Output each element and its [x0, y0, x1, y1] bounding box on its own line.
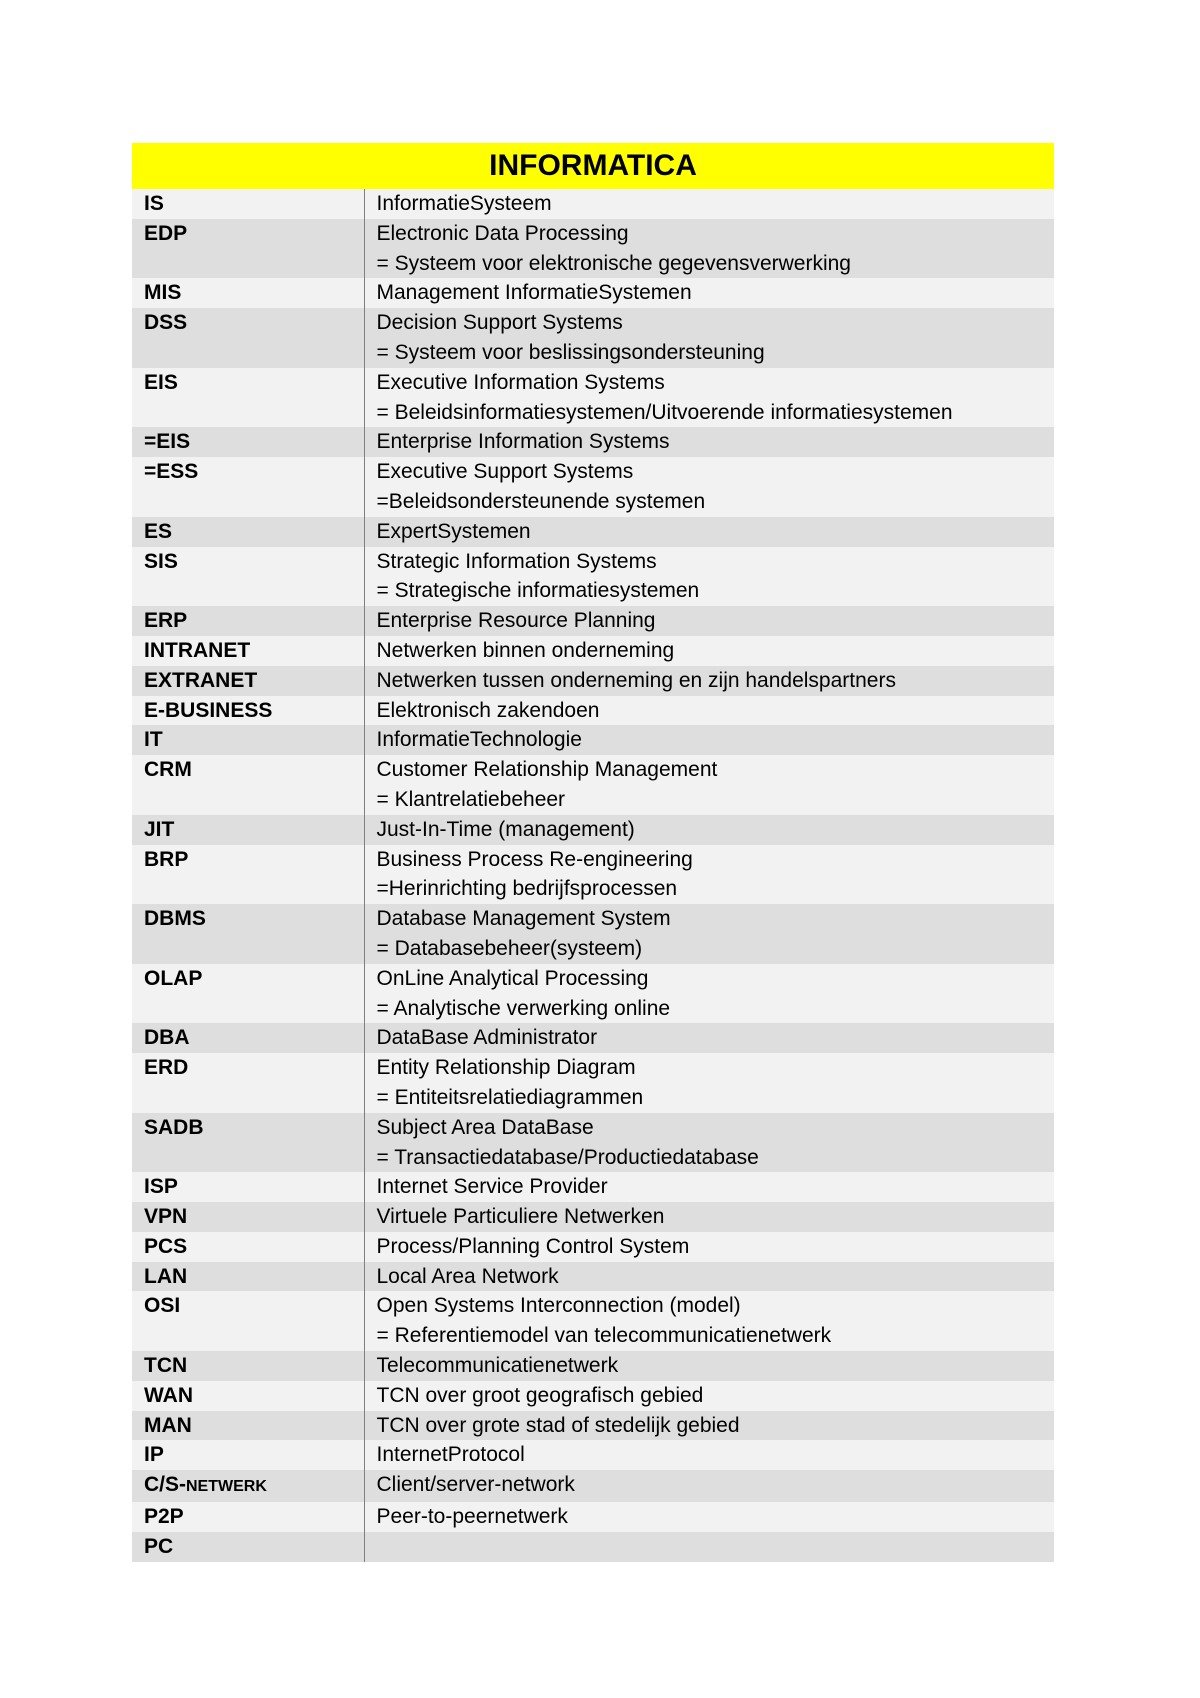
- definition: Decision Support Systems: [376, 311, 623, 335]
- abbreviation-cell: [132, 457, 364, 517]
- abbreviation-cell: [132, 1172, 364, 1202]
- definition-translation: =Beleidsondersteunende systemen: [376, 489, 706, 513]
- definition-cell: [364, 1172, 1054, 1202]
- abbreviation-cell: [132, 219, 364, 279]
- table-row: [132, 1532, 1054, 1562]
- abbreviation: DBA: [144, 1026, 190, 1050]
- table-row: [132, 1381, 1054, 1411]
- table-row: [132, 1351, 1054, 1381]
- table-row: [132, 666, 1054, 696]
- definition-cell: [364, 189, 1054, 219]
- abbreviation: ERD: [144, 1056, 189, 1080]
- table-row: [132, 308, 1054, 368]
- definition-translation: = Referentiemodel van telecommunicatienetwerk: [376, 1324, 832, 1348]
- definition: Elektronisch zakendoen: [376, 698, 600, 722]
- definition: Electronic Data Processing: [376, 221, 629, 245]
- abbreviation: DBMS: [144, 907, 206, 931]
- definition: Virtuele Particuliere Netwerken: [376, 1205, 665, 1229]
- definition-cell: [364, 1262, 1054, 1292]
- abbreviation-cell: [132, 1502, 364, 1532]
- definition-cell: [364, 547, 1054, 607]
- abbreviation-cell: [132, 1053, 364, 1113]
- definition: Telecommunicatienetwerk: [376, 1354, 619, 1378]
- definition-cell: [364, 815, 1054, 845]
- definition: TCN over grote stad of stedelijk gebied: [376, 1413, 740, 1437]
- definition: Subject Area DataBase: [376, 1115, 594, 1139]
- definition-cell: [364, 1351, 1054, 1381]
- definition: Management InformatieSystemen: [376, 281, 692, 305]
- table-row: [132, 636, 1054, 666]
- abbreviation: OSI: [144, 1294, 181, 1318]
- definition-cell: [364, 636, 1054, 666]
- definition: ExpertSystemen: [376, 519, 531, 543]
- table-row: [132, 725, 1054, 755]
- definition-cell: [364, 219, 1054, 279]
- definition-cell: [364, 427, 1054, 457]
- table-row: [132, 427, 1054, 457]
- abbreviation: SADB: [144, 1115, 204, 1139]
- definition: Local Area Network: [376, 1264, 559, 1288]
- definition-cell: [364, 1411, 1054, 1441]
- abbreviation: PCS: [144, 1234, 188, 1258]
- abbreviation-cell: [132, 815, 364, 845]
- abbreviation: OLAP: [144, 966, 203, 990]
- abbreviation: C/S-: [144, 1473, 186, 1497]
- abbreviation: P2P: [144, 1505, 184, 1529]
- table-row: [132, 904, 1054, 964]
- definition: Enterprise Resource Planning: [376, 609, 656, 633]
- definition-translation: = Analytische verwerking online: [376, 996, 671, 1020]
- glossary-table: [132, 189, 1054, 1562]
- table-row: [132, 755, 1054, 815]
- abbreviation-suffix: NETWERK: [186, 1478, 267, 1496]
- abbreviation-cell: [132, 666, 364, 696]
- abbreviation-cell: [132, 1232, 364, 1262]
- abbreviation-cell: [132, 606, 364, 636]
- abbreviation-cell: [132, 1202, 364, 1232]
- definition: Client/server-network: [376, 1473, 575, 1497]
- table-row: [132, 457, 1054, 517]
- definition-translation: = Beleidsinformatiesystemen/Uitvoerende informatiesystemen: [376, 400, 953, 424]
- table-row: [132, 1232, 1054, 1262]
- abbreviation: TCN: [144, 1354, 188, 1378]
- abbreviation-cell: [132, 1262, 364, 1292]
- abbreviation-cell: [132, 278, 364, 308]
- abbreviation-cell: [132, 1023, 364, 1053]
- abbreviation-cell: [132, 547, 364, 607]
- definition-cell: [364, 1023, 1054, 1053]
- abbreviation: =ESS: [144, 460, 199, 484]
- abbreviation-cell: [132, 517, 364, 547]
- abbreviation: MIS: [144, 281, 182, 305]
- abbreviation: LAN: [144, 1264, 188, 1288]
- table-row: [132, 1470, 1054, 1502]
- table-row: [132, 189, 1054, 219]
- definition: Netwerken binnen onderneming: [376, 638, 675, 662]
- definition: Executive Information Systems: [376, 370, 665, 394]
- definition-cell: [364, 1053, 1054, 1113]
- definition-cell: [364, 517, 1054, 547]
- table-row: [132, 1411, 1054, 1441]
- definition: Executive Support Systems: [376, 460, 634, 484]
- definition-cell: [364, 1532, 1054, 1562]
- abbreviation-cell: [132, 1440, 364, 1470]
- definition-cell: [364, 964, 1054, 1024]
- table-row: [132, 606, 1054, 636]
- definition-cell: [364, 606, 1054, 636]
- abbreviation: EDP: [144, 221, 188, 245]
- abbreviation-cell: [132, 1113, 364, 1173]
- table-row: [132, 278, 1054, 308]
- definition-cell: [364, 904, 1054, 964]
- definition: Database Management System: [376, 907, 671, 931]
- definition: Peer-to-peernetwerk: [376, 1505, 568, 1529]
- table-row: [132, 547, 1054, 607]
- definition-cell: [364, 368, 1054, 428]
- table-row: [132, 1053, 1054, 1113]
- sheet-title: INFORMATICA: [132, 143, 1054, 189]
- abbreviation-cell: [132, 845, 364, 905]
- abbreviation-cell: [132, 189, 364, 219]
- table-row: [132, 517, 1054, 547]
- abbreviation-cell: [132, 964, 364, 1024]
- abbreviation-cell: [132, 368, 364, 428]
- definition-translation: = Systeem voor elektronische gegevensverwerking: [376, 251, 851, 275]
- definition-cell: [364, 1470, 1054, 1502]
- table-row: [132, 1202, 1054, 1232]
- abbreviation-cell: [132, 904, 364, 964]
- definition-cell: [364, 308, 1054, 368]
- definition-cell: [364, 1502, 1054, 1532]
- definition-cell: [364, 1381, 1054, 1411]
- definition-cell: [364, 457, 1054, 517]
- table-row: [132, 1440, 1054, 1470]
- abbreviation-cell: [132, 1351, 364, 1381]
- abbreviation-cell: [132, 308, 364, 368]
- table-row: [132, 1113, 1054, 1173]
- abbreviation: =EIS: [144, 430, 191, 454]
- definition: Open Systems Interconnection (model): [376, 1294, 741, 1318]
- abbreviation: ES: [144, 519, 173, 543]
- abbreviation: MAN: [144, 1413, 192, 1437]
- abbreviation: ISP: [144, 1175, 178, 1199]
- table-row: [132, 1262, 1054, 1292]
- abbreviation: IS: [144, 192, 164, 215]
- definition: TCN over groot geografisch gebied: [376, 1383, 704, 1407]
- definition: Entity Relationship Diagram: [376, 1056, 636, 1080]
- table-row: [132, 1172, 1054, 1202]
- abbreviation: PC: [144, 1534, 174, 1558]
- abbreviation-cell: [132, 636, 364, 666]
- definition-translation: = Strategische informatiesystemen: [376, 579, 700, 603]
- definition-cell: [364, 845, 1054, 905]
- definition: OnLine Analytical Processing: [376, 966, 649, 990]
- abbreviation-cell: [132, 1411, 364, 1441]
- definition-translation: = Entiteitsrelatiediagrammen: [376, 1085, 644, 1109]
- definition-translation: = Klantrelatiebeheer: [376, 787, 566, 811]
- definition: InternetProtocol: [376, 1443, 525, 1467]
- definition-cell: [364, 1202, 1054, 1232]
- abbreviation: INTRANET: [144, 638, 251, 662]
- definition: InformatieSysteem: [376, 192, 552, 215]
- definition-translation: =Herinrichting bedrijfsprocessen: [376, 877, 678, 901]
- abbreviation: IT: [144, 728, 163, 752]
- definition-cell: [364, 666, 1054, 696]
- definition: Business Process Re-engineering: [376, 847, 693, 871]
- definition-cell: [364, 1113, 1054, 1173]
- abbreviation: SIS: [144, 549, 178, 573]
- abbreviation: ERP: [144, 609, 188, 633]
- abbreviation: BRP: [144, 847, 189, 871]
- abbreviation-cell: [132, 1291, 364, 1351]
- abbreviation-cell: [132, 427, 364, 457]
- abbreviation-cell: [132, 1532, 364, 1562]
- table-row: [132, 1291, 1054, 1351]
- abbreviation: CRM: [144, 758, 192, 782]
- definition: Just-In-Time (management): [376, 817, 635, 841]
- definition: Enterprise Information Systems: [376, 430, 670, 454]
- definition-cell: [364, 278, 1054, 308]
- definition: Netwerken tussen onderneming en zijn handelspartners: [376, 668, 896, 692]
- abbreviation: VPN: [144, 1205, 188, 1229]
- table-row: [132, 219, 1054, 279]
- abbreviation-cell: [132, 696, 364, 726]
- abbreviation-cell: [132, 725, 364, 755]
- abbreviation: IP: [144, 1443, 164, 1467]
- abbreviation: EXTRANET: [144, 668, 258, 692]
- table-row: [132, 1023, 1054, 1053]
- table-row: [132, 964, 1054, 1024]
- abbreviation-cell: [132, 1470, 364, 1502]
- abbreviation: JIT: [144, 817, 175, 841]
- definition-translation: = Systeem voor beslissingsondersteuning: [376, 340, 765, 364]
- definition-cell: [364, 696, 1054, 726]
- definition: Internet Service Provider: [376, 1175, 608, 1199]
- definition-translation: = Transactiedatabase/Productiedatabase: [376, 1145, 759, 1169]
- definition-cell: [364, 1291, 1054, 1351]
- abbreviation: EIS: [144, 370, 178, 394]
- table-row: [132, 1502, 1054, 1532]
- abbreviation-cell: [132, 1381, 364, 1411]
- abbreviation: E-BUSINESS: [144, 698, 273, 722]
- definition: Process/Planning Control System: [376, 1234, 690, 1258]
- table-row: [132, 815, 1054, 845]
- definition-cell: [364, 1232, 1054, 1262]
- definition: InformatieTechnologie: [376, 728, 582, 752]
- abbreviation-cell: [132, 755, 364, 815]
- definition: Customer Relationship Management: [376, 758, 718, 782]
- glossary-sheet: [132, 143, 1054, 1562]
- definition: Strategic Information Systems: [376, 549, 657, 573]
- table-row: [132, 696, 1054, 726]
- table-row: [132, 845, 1054, 905]
- definition: DataBase Administrator: [376, 1026, 598, 1050]
- table-row: [132, 368, 1054, 428]
- abbreviation: WAN: [144, 1383, 193, 1407]
- definition-cell: [364, 1440, 1054, 1470]
- abbreviation: DSS: [144, 311, 188, 335]
- definition-cell: [364, 725, 1054, 755]
- definition-cell: [364, 755, 1054, 815]
- definition-translation: = Databasebeheer(systeem): [376, 936, 643, 960]
